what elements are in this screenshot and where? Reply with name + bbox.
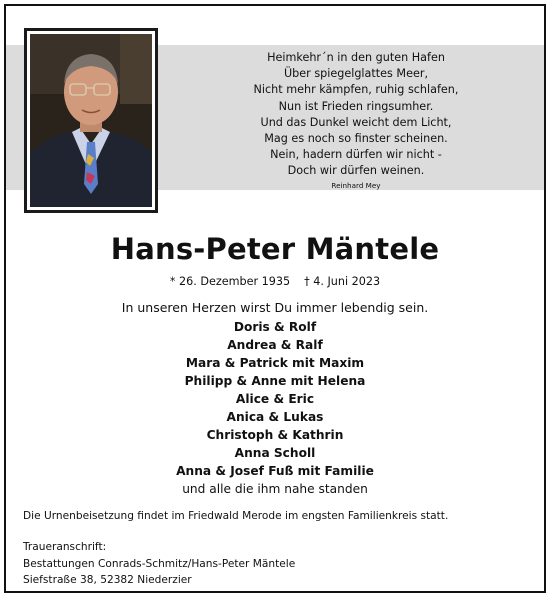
mourner: Doris & Rolf	[233, 320, 317, 334]
address-line: Bestattungen Conrads-Schmitz/Hans-Peter Mäntele	[23, 557, 296, 570]
poem-line: Doch wir dürfen weinen.	[287, 164, 425, 178]
birth-date: * 26. Dezember 1935	[169, 275, 291, 288]
poem-line: Nun ist Frieden ringsumher.	[278, 99, 434, 113]
mourner: Alice & Eric	[235, 392, 315, 406]
portrait-image	[30, 34, 152, 207]
poem-line: Und das Dunkel weicht dem Licht,	[260, 115, 452, 129]
address-line: Siefstraße 38, 52382 Niederzier	[23, 574, 192, 586]
mourners-list	[0, 318, 550, 498]
poem	[246, 50, 466, 191]
mourner: Mara & Patrick mit Maxim	[185, 356, 365, 370]
deceased-name: Hans-Peter Mäntele	[110, 232, 440, 266]
burial-notice: Die Urnenbeisetzung findet im Friedwald Merode im engsten Familienkreis statt.	[23, 510, 449, 522]
life-dates	[0, 275, 550, 288]
poem-line: Nein, hadern dürfen wir nicht -	[270, 148, 442, 162]
motto: In unseren Herzen wirst Du immer lebendig sein.	[121, 300, 429, 315]
poem-line: Nicht mehr kämpfen, ruhig schlafen,	[253, 83, 459, 97]
condolence-address	[23, 539, 295, 589]
poem-line: Über spiegelglattes Meer,	[283, 67, 429, 81]
mourner: Anna & Josef Fuß mit Familie	[176, 464, 374, 478]
mourner: Anna Scholl	[234, 446, 316, 460]
portrait-photo-frame	[24, 28, 158, 213]
mourner: Philipp & Anne mit Helena	[184, 374, 366, 388]
mourner: Christoph & Kathrin	[206, 428, 344, 442]
portrait-photo	[30, 34, 152, 207]
poem-line: Heimkehr´n in den guten Hafen	[267, 51, 445, 64]
address-heading: Traueranschrift:	[23, 541, 107, 553]
mourner: Andrea & Ralf	[227, 338, 323, 352]
death-date: † 4. Juni 2023	[304, 275, 381, 288]
poem-author: Reinhard Mey	[331, 180, 381, 190]
mourner: Anica & Lukas	[226, 410, 324, 424]
mourners-closing: und alle die ihm nahe standen	[182, 482, 368, 496]
poem-line: Mag es noch so finster scheinen.	[264, 132, 448, 146]
